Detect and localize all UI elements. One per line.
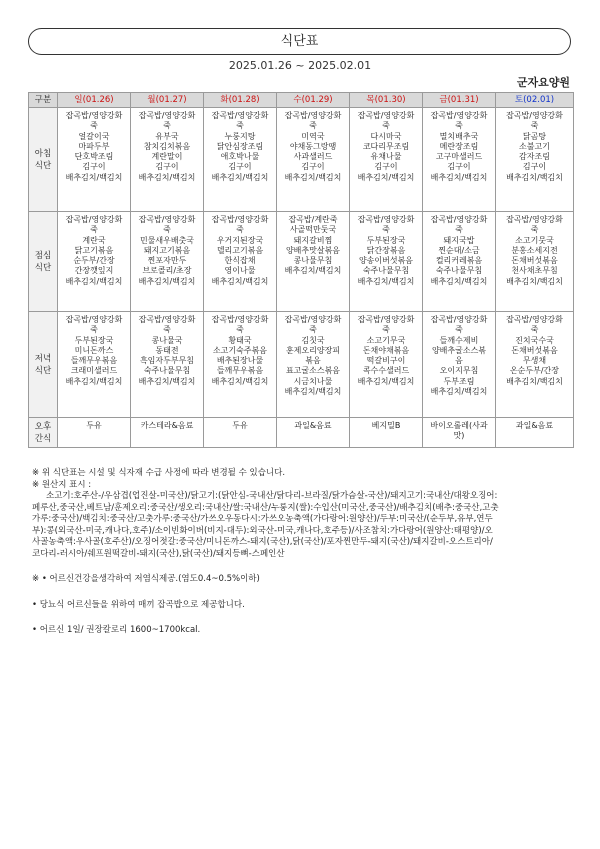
menu-item: 배추김치/백김치 [65, 172, 123, 182]
menu-item: 배추김치/백김치 [211, 172, 269, 182]
menu-item: 사과샐러드 [293, 152, 333, 162]
day-header: 목(01.30) [350, 93, 423, 108]
menu-item: 잡곡밥/영양강화 [211, 215, 269, 224]
origin-line: 사골농축액:우사골(호주산)/오징어젓갈:중국산/미니돈까스-돼지(국산),닭(국산)/포자찐만두-돼지(국산)/돼지갈비-오스트리아/ [32, 537, 493, 547]
menu-item: 배추김치/백김치 [357, 172, 415, 182]
menu-item: 바이오롤레(사과 [430, 421, 488, 430]
menu-item: 죽 [309, 325, 317, 335]
menu-row-breakfast [29, 108, 574, 212]
menu-item: 죽 [382, 121, 390, 131]
menu-item: 온순두부/간장 [509, 366, 560, 376]
menu-item: 죽 [530, 325, 539, 335]
menu-cell [58, 108, 131, 212]
menu-item: 배추김치/백김치 [506, 172, 563, 182]
menu-item: 죽 [455, 225, 463, 235]
menu-item: 애호박나물 [220, 152, 260, 162]
menu-cell [131, 312, 204, 418]
menu-item: 두유 [232, 421, 248, 430]
menu-item: 잡곡밥/영양강화 [506, 315, 563, 324]
menu-item: 돼지갈비찜 [293, 235, 333, 245]
menu-item: 배추김치/백김치 [138, 376, 196, 386]
menu-item: 영이나물 [224, 266, 256, 276]
menu-item: 두부조림 [443, 376, 475, 386]
menu-cell [423, 108, 496, 212]
menu-item: 야채동그랑땡 [289, 141, 337, 151]
menu-cell [423, 212, 496, 312]
menu-item: 계란말이 [151, 152, 183, 162]
menu-item: 소고기무국 [366, 335, 406, 345]
menu-item: 김구이 [522, 162, 547, 172]
menu-cell [204, 312, 277, 418]
menu-cell [350, 108, 423, 212]
menu-item: 죽 [530, 121, 539, 131]
menu-item: 오이지무침 [439, 366, 479, 376]
menu-row-snack [29, 418, 574, 448]
menu-item: 떡갈비구이 [366, 356, 406, 366]
menu-item: 소불고기 [519, 141, 550, 151]
menu-cell [58, 212, 131, 312]
menu-item: 숙주나물무침 [143, 366, 191, 376]
menu-item: 죽 [455, 325, 463, 335]
menu-item: 잡곡밥/영양강화 [138, 215, 196, 224]
menu-cell [350, 312, 423, 418]
menu-item: 찐포자만두 [147, 256, 187, 266]
menu-item: 죽 [236, 325, 244, 335]
menu-cell [423, 418, 496, 448]
menu-item: 크래미샐러드 [70, 366, 118, 376]
menu-item: 잡곡밥/영양강화 [65, 315, 123, 324]
menu-cell [131, 418, 204, 448]
menu-cell [423, 312, 496, 418]
menu-item: 돈채버섯볶음 [511, 256, 558, 266]
menu-item: 돈채야채볶음 [362, 345, 410, 355]
menu-item: 콩나물국 [151, 335, 183, 345]
menu-item: 배추김치/백김치 [357, 276, 415, 286]
menu-row-lunch [29, 212, 574, 312]
calorie-notice: • 어르신 1일/ 권장칼로리 1600~1700kcal. [32, 625, 201, 635]
menu-item: 베지밀B [371, 421, 401, 430]
menu-item: 천사채초무침 [511, 266, 558, 276]
day-header: 일(01.26) [58, 93, 131, 108]
menu-item: 우거지된장국 [216, 235, 264, 245]
menu-cell [131, 108, 204, 212]
meal-label-line: 저녁 [34, 353, 52, 364]
menu-item: 잡곡밥/영양강화 [211, 315, 269, 324]
menu-item: 죽 [530, 225, 539, 235]
menu-item: 흑임자두부무침 [139, 356, 195, 366]
meal-label [29, 418, 58, 448]
facility-name: 군자요양원 [516, 76, 570, 89]
menu-item: 죽 [163, 225, 171, 235]
menu-cell [496, 212, 574, 312]
menu-title-box [28, 28, 571, 55]
menu-item: 잡곡밥/영양강화 [65, 111, 123, 120]
menu-item: 돼지고기볶음 [143, 245, 191, 255]
menu-item: 마파두부 [78, 141, 110, 151]
meal-label [29, 212, 58, 312]
table-header-row [29, 93, 574, 108]
menu-item: 두부된장국 [366, 235, 406, 245]
menu-item: 배추김치/백김치 [65, 376, 123, 386]
menu-item: 얼갈이국 [78, 131, 110, 141]
menu-item: 배추김치/백김치 [506, 276, 563, 286]
menu-item: 유부국 [155, 131, 179, 141]
menu-item: 누룽지탕 [224, 131, 256, 141]
menu-item: 민물새우배춧국 [139, 235, 195, 245]
menu-item: 다시마국 [370, 131, 402, 141]
menu-item: 음 [455, 356, 463, 366]
menu-cell [350, 418, 423, 448]
menu-cell [496, 108, 574, 212]
meal-label-line: 식단 [34, 365, 52, 376]
origin-line: 페루산,중국산,베트남/훈제오리:중국산/생오리:국내산/쌀:국내산/누룽지(쌀):수입산(미국산,중국산)/배추김치(배추:중국산,고춧 [32, 502, 499, 513]
menu-item: 배추김치/백김치 [211, 376, 269, 386]
menu-cell [350, 212, 423, 312]
menu-item: 배추김치/백김치 [506, 376, 563, 386]
menu-item: 배추김치/백김치 [284, 266, 342, 276]
menu-item: 배추김치/백김치 [138, 276, 196, 286]
menu-item: 고구마샐러드 [435, 152, 483, 162]
menu-cell [204, 212, 277, 312]
menu-item: 잡곡밥/영양강화 [284, 315, 342, 324]
menu-item: 분홍소세지전 [511, 245, 558, 255]
menu-item: 참치김치볶음 [143, 141, 191, 151]
origin-line: 코다리-러시아/쉐프원떡갈비-돼지(국산),닭(국산)/돼지등뼈-스페인산 [32, 548, 285, 559]
menu-item: 잡곡밥/영양강화 [357, 315, 415, 324]
meal-label [29, 312, 58, 418]
origin-line: 가루:중국산)/백김치:중국산/고춧가루:중국산/가쓰오우동다시:가쓰오농축액(가다랑어:원양산)/두부:미국산/(순두부,유부,연두 [32, 514, 493, 524]
menu-item: 잡곡밥/영양강화 [430, 315, 488, 324]
menu-item: 단호박조림 [74, 152, 114, 162]
menu-item: 계란국 [82, 235, 106, 245]
menu-item: 닭간장볶음 [366, 245, 406, 255]
menu-item: 배추김치/백김치 [430, 276, 488, 286]
menu-item: 간장깻잎지 [74, 266, 114, 276]
menu-item: 잡곡밥/영양강화 [138, 111, 196, 120]
menu-item: 죽 [163, 121, 171, 131]
menu-item: 숙주나물무침 [362, 266, 410, 276]
menu-item: 과일&음료 [515, 421, 554, 430]
menu-item: 배추김치/백김치 [284, 172, 342, 182]
menu-item: 한식잡채 [224, 256, 256, 266]
menu-cell [131, 212, 204, 312]
menu-item: 컬리커레볶음 [435, 256, 483, 266]
menu-item: 배추김치/백김치 [284, 387, 342, 397]
menu-item: 배추김치/백김치 [211, 276, 269, 286]
menu-item: 잡곡밥/영양강화 [357, 111, 415, 120]
menu-item: 맛) [453, 431, 465, 441]
menu-item: 배추김치/백김치 [357, 376, 415, 386]
change-notice: ※ 위 식단표는 시설 및 식자재 수급 사정에 따라 변경될 수 있습니다. [32, 468, 286, 478]
menu-item: 김구이 [447, 162, 471, 172]
page-title: 식단표 [280, 34, 319, 49]
menu-item: 잡곡밥/영양강화 [506, 215, 563, 224]
menu-item: 잡곡밥/영양강화 [506, 111, 563, 120]
menu-item: 시금치나물 [293, 376, 333, 386]
day-header: 토(02.01) [496, 93, 574, 108]
menu-item: 돼지국밥 [443, 235, 475, 245]
menu-item: 훈제오리양장피 [285, 345, 341, 355]
menu-item: 소고기숙주볶음 [212, 345, 268, 355]
menu-item: 닭고기볶음 [74, 245, 114, 255]
menu-item: 잡곡밥/계란죽 [288, 215, 338, 224]
menu-item: 닭안심장조림 [216, 141, 264, 151]
menu-item: 카스테라&음료 [140, 421, 194, 430]
day-header: 금(01.31) [423, 93, 496, 108]
notes-section [32, 468, 572, 560]
menu-item: 배추김치/백김치 [430, 172, 488, 182]
menu-item: 죽 [90, 325, 98, 335]
menu-item: 김구이 [228, 162, 252, 172]
menu-item: 배추된장나물 [216, 356, 264, 366]
menu-cell [277, 212, 350, 312]
menu-item: 죽 [455, 121, 463, 131]
menu-item: 김칫국 [301, 335, 325, 345]
low-salt-notice: ※ • 어르신건강을생각하여 저염식제공.(염도0.4~0.5%이하) [32, 574, 260, 584]
menu-item: 코다리무조림 [362, 141, 410, 151]
menu-item: 콕수수샐러드 [362, 366, 410, 376]
menu-item: 돈채버섯볶음 [511, 345, 558, 355]
menu-cell [496, 418, 574, 448]
menu-cell [277, 418, 350, 448]
menu-item: 잡곡밥/영양강화 [138, 315, 196, 324]
menu-item: 유채나물 [370, 152, 402, 162]
menu-item: 양송이버섯볶음 [358, 256, 414, 266]
menu-item: 잡곡밥/영양강화 [357, 215, 415, 224]
menu-item: 멸치배추국 [439, 131, 479, 141]
menu-item: 잡곡밥/영양강화 [211, 111, 269, 120]
menu-item: 과일&음료 [294, 421, 332, 430]
menu-item: 두유 [86, 421, 102, 430]
menu-item: 진치국수국 [515, 335, 554, 345]
origin-line: 부):콩(외국산-미국,캐나다,호주)/소이빈화이버(비지-대두):외국산-미국,캐나다,호주등)/사조참치:가다랑어(원양산:태평양)/오 [32, 525, 493, 536]
menu-item: 김구이 [374, 162, 398, 172]
menu-item: 소고기뭇국 [515, 235, 554, 245]
menu-item: 순두부/간장 [73, 256, 115, 266]
menu-item: 들깨무우볶음 [216, 366, 264, 376]
menu-item: 배추김치/백김치 [65, 276, 123, 286]
menu-item: 감자조림 [519, 152, 550, 162]
menu-cell [58, 312, 131, 418]
menu-item: 사골떡만둣국 [289, 225, 337, 235]
menu-item: 김구이 [82, 162, 106, 172]
menu-item: 배추김치/백김치 [430, 387, 488, 397]
origin-line: 소고기:호주산-/우삼겹(업진살-미국산)/닭고기:(닭안심-국내산/닭다리-브라질/닭가슴살-국산)/돼지고기:국내산/대왕오징어: [46, 491, 498, 501]
meal-label-line: 아침 [34, 148, 52, 159]
menu-item: 죽 [236, 225, 244, 235]
menu-item: 죽 [382, 225, 390, 235]
menu-item: 배추김치/백김치 [138, 172, 196, 182]
menu-item: 들깨무우볶음 [70, 356, 118, 366]
menu-item: 메란장조림 [439, 141, 479, 151]
menu-item: 죽 [163, 325, 171, 335]
meal-label-line: 간식 [34, 433, 52, 444]
origin-list [32, 491, 572, 560]
menu-item: 숙주나물무침 [435, 266, 483, 276]
menu-item: 찐순대/소금 [438, 245, 480, 255]
meal-label-line: 식단 [34, 262, 52, 273]
diabetic-notice: • 당뇨식 어르신들을 위하여 매끼 잡곡밥으로 제공합니다. [32, 600, 245, 610]
menu-item: 죽 [90, 121, 98, 131]
menu-item: 김구이 [155, 162, 179, 172]
meal-label-line: 식단 [34, 160, 52, 171]
menu-item: 죽 [90, 225, 98, 235]
menu-item: 양배추맛살볶음 [285, 245, 341, 255]
menu-item: 잡곡밥/영양강화 [65, 215, 123, 224]
menu-cell [204, 418, 277, 448]
menu-cell [277, 108, 350, 212]
menu-item: 볶음 [305, 356, 321, 366]
menu-cell [204, 108, 277, 212]
menu-item: 닭곰탕 [522, 131, 547, 141]
menu-item: 잡곡밥/영양강화 [284, 111, 342, 120]
table-corner-label: 구분 [29, 93, 58, 108]
menu-item: 콩나물무침 [293, 256, 333, 266]
menu-item: 미역국 [301, 131, 325, 141]
meal-label-line: 오후 [34, 421, 52, 432]
menu-cell [496, 312, 574, 418]
menu-period: 2025.01.26 ~ 2025.02.01 [228, 59, 372, 72]
menu-cell [277, 312, 350, 418]
menu-item: 잡곡밥/영양강화 [430, 215, 488, 224]
origin-title: ※ 원산지 표시 : [32, 479, 92, 490]
menu-item: 두부된장국 [74, 335, 114, 345]
menu-item: 미니돈까스 [74, 345, 114, 355]
menu-item: 죽 [382, 325, 390, 335]
menu-item: 잡곡밥/영양강화 [430, 111, 488, 120]
menu-item: 죽 [309, 121, 317, 131]
meal-label [29, 108, 58, 212]
menu-item: 무생채 [522, 356, 547, 366]
menu-item: 동태전 [155, 345, 179, 355]
meal-label-line: 점심 [34, 250, 52, 261]
menu-item: 델리고기볶음 [216, 245, 264, 255]
menu-cell [58, 418, 131, 448]
menu-item: 브로콜리/초장 [142, 266, 192, 276]
menu-row-dinner [29, 312, 574, 418]
weekly-menu-table [28, 92, 574, 448]
menu-item: 김구이 [301, 162, 325, 172]
day-header: 수(01.29) [277, 93, 350, 108]
day-header: 월(01.27) [131, 93, 204, 108]
day-header: 화(01.28) [204, 93, 277, 108]
menu-item: 양배추굴소스볶 [431, 345, 487, 355]
menu-item: 들깨수제비 [439, 335, 479, 345]
menu-item: 표고굴소스볶음 [285, 366, 341, 376]
menu-item: 죽 [236, 121, 244, 131]
menu-item: 황태국 [228, 335, 252, 345]
